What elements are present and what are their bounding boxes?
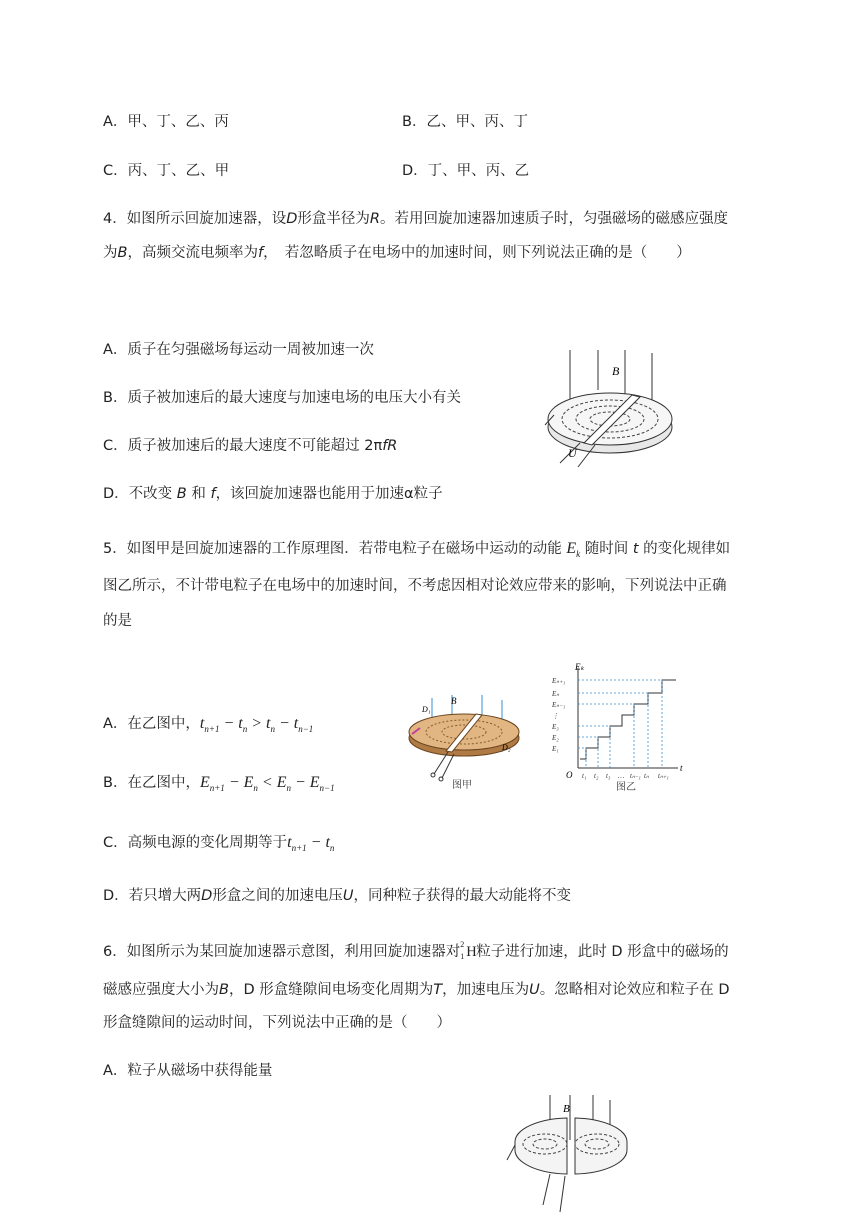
text: A．在乙图中， xyxy=(103,716,200,732)
label-u: U xyxy=(568,446,577,460)
text: ，同种粒子获得的最大动能将不变 xyxy=(353,888,571,904)
q4-option-b: B．质子被加速后的最大速度与加速电场的电压大小有关 xyxy=(103,390,461,406)
text: 粒子进行加速，此时 D 形盒中的磁场的 xyxy=(476,944,729,960)
x-axis-label: t xyxy=(680,763,683,773)
text: ， 若忽略质子在电场中的加速时间，则下列说法正确的是（ ） xyxy=(263,245,691,261)
x-tick-label: t₂ xyxy=(594,772,599,780)
y-tick-label: Eₙ₋₁ xyxy=(552,701,566,709)
ek-symbol xyxy=(566,540,580,557)
y-tick-label: Eₙ₊₁ xyxy=(552,677,566,685)
element-symbol: H xyxy=(466,944,477,960)
text: ，加速电压为 xyxy=(442,982,530,998)
q5-stem-line3: 的是 xyxy=(103,613,132,629)
var-b: B xyxy=(117,245,128,261)
math: fR xyxy=(382,438,398,454)
mass-number: 2 xyxy=(460,940,465,949)
q5-stem-line2: 图乙所示，不计带电粒子在电场中的加速时间，不考虑因相对论效应带来的影响，下列说法中正确 xyxy=(103,578,727,594)
x-tick-label: tₙ₋₁ xyxy=(630,772,641,780)
text: D．不改变 xyxy=(103,486,173,502)
text: 5．如图甲是回旋加速器的工作原理图．若带电粒子在磁场中运动的动能 xyxy=(103,541,562,557)
origin-label: O xyxy=(566,770,573,780)
math-expr: $t_{n+1} - t_n$ xyxy=(287,834,335,853)
text: 为 xyxy=(103,245,118,261)
staircase-line xyxy=(580,680,676,759)
label-b: B xyxy=(612,364,620,378)
text: ，该回旋加速器也能用于加速α粒子 xyxy=(215,486,443,502)
text: D．若只增大两 xyxy=(103,888,202,904)
text: ，D 形盒缝隙间电场变化周期为 xyxy=(228,982,434,998)
q5-option-c xyxy=(103,831,334,853)
label-d2: D₂ xyxy=(502,743,511,752)
y-axis-label: Eₖ xyxy=(575,662,585,672)
q5-stem-line1 xyxy=(103,537,730,559)
x-tick-label: t₃ xyxy=(606,772,611,780)
charge-number: 1 xyxy=(460,952,465,961)
text: k xyxy=(576,549,581,559)
q3-option-d: D．丁、甲、丙、乙 xyxy=(402,163,530,179)
q3-option-a: A．甲、丁、乙、丙 xyxy=(103,114,229,130)
q4-stem-line2 xyxy=(103,241,691,262)
x-tick-label: … xyxy=(618,772,625,780)
caption-jia: 图甲 xyxy=(452,780,472,791)
q6-cyclotron-figure xyxy=(505,1090,635,1216)
y-tick-label: E₂ xyxy=(552,734,559,742)
x-tick-label: tₙ xyxy=(644,772,649,780)
var-b: B xyxy=(219,982,229,998)
var-f: f xyxy=(257,245,264,261)
q3-option-b: B．乙、甲、丙、丁 xyxy=(402,114,528,130)
text: 。忽略相对论效应和粒子在 D xyxy=(539,982,730,998)
var-t: t xyxy=(632,541,639,557)
y-tick-label: ⋮ xyxy=(552,712,559,720)
math-expr: $t_{n+1} - t_n > t_n - t_{n-1}$ xyxy=(199,715,314,734)
var-d: D xyxy=(201,888,213,904)
text: E xyxy=(566,540,577,557)
text: 随时间 xyxy=(584,541,629,557)
q4-cyclotron-figure xyxy=(540,345,680,470)
text: B．在乙图中， xyxy=(103,775,200,791)
text: 。若用回旋加速器加速质子时，匀强磁场的磁感应强度 xyxy=(379,211,728,227)
text: 4．如图所示回旋加速器，设 xyxy=(103,211,287,227)
var-d: D xyxy=(286,211,298,227)
q4-stem-line1 xyxy=(103,207,728,228)
q5-figure-jia xyxy=(404,690,524,792)
y-tick-label: E₃ xyxy=(552,723,559,731)
q5-figure-yi-chart xyxy=(550,660,690,795)
x-tick-label: tₙ₊₁ xyxy=(658,772,669,780)
q6-option-a: A．粒子从磁场中获得能量 xyxy=(103,1063,273,1079)
var-u: U xyxy=(529,982,540,998)
label-d1: D₁ xyxy=(422,705,431,714)
q5-option-a xyxy=(103,712,313,734)
text: 的变化规律如 xyxy=(643,541,731,557)
q5-option-d xyxy=(103,884,571,905)
text: C．质子被加速后的最大速度不可能超过 2π xyxy=(103,438,383,454)
q6-stem-line3: 形盒缝隙间的运动时间，下列说法中正确的是（ ） xyxy=(103,1015,451,1031)
y-tick-label: E₁ xyxy=(552,745,559,753)
text: ，高频交流电频率为 xyxy=(127,245,258,261)
x-tick-label: t₁ xyxy=(582,772,587,780)
q4-option-a: A．质子在匀强磁场每运动一周被加速一次 xyxy=(103,342,374,358)
var-b: B xyxy=(176,486,187,502)
label-b: B xyxy=(563,1103,570,1115)
q6-stem-line1 xyxy=(103,940,729,961)
nuclide-symbol xyxy=(460,940,477,961)
text: 和 xyxy=(191,486,206,502)
var-r: R xyxy=(369,211,380,227)
text: 6．如图所示为某回旋加速器示意图，利用回旋加速器对 xyxy=(103,944,461,960)
math-expr: $E_{n+1} - E_n < E_n - E_{n-1}$ xyxy=(199,774,335,793)
text: 形盒半径为 xyxy=(297,211,370,227)
caption-yi: 图乙 xyxy=(616,782,636,793)
q3-option-c: C．丙、丁、乙、甲 xyxy=(103,163,230,179)
q4-option-d xyxy=(103,482,443,503)
var-t: T xyxy=(433,982,443,998)
text: C．高频电源的变化周期等于 xyxy=(103,835,288,851)
q5-option-b xyxy=(103,771,335,793)
y-tick-label: Eₙ xyxy=(552,690,560,698)
text: 磁感应强度大小为 xyxy=(103,982,219,998)
var-f: f xyxy=(210,486,216,502)
text: 形盒之间的加速电压 xyxy=(212,888,343,904)
q6-stem-line2 xyxy=(103,978,730,999)
var-u: U xyxy=(342,888,354,904)
label-b: B xyxy=(451,696,457,706)
q4-option-c xyxy=(103,434,397,455)
